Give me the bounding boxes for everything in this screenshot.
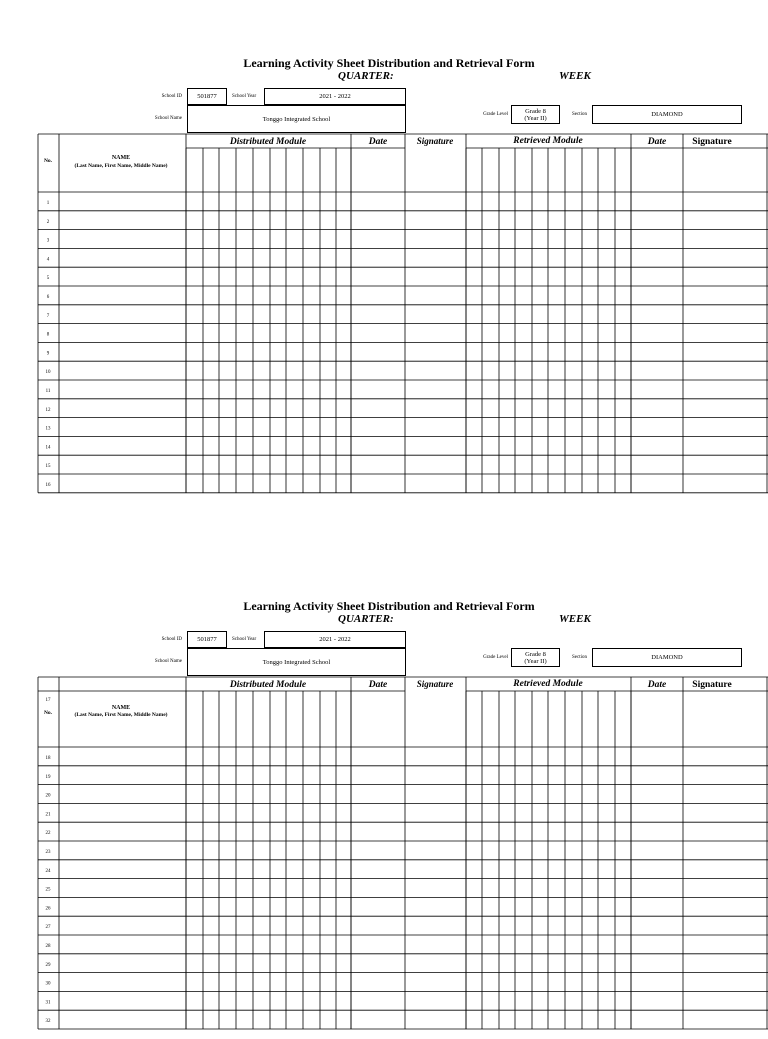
row-number: 20 xyxy=(45,793,51,799)
header-name-sub: (Last Name, First Name, Middle Name) xyxy=(74,163,168,169)
row-number: 9 xyxy=(46,351,50,357)
header-name: NAME xyxy=(111,155,131,161)
row-number: 4 xyxy=(46,257,50,263)
grade-level-value: Grade 8 xyxy=(525,107,546,115)
header-name: NAME xyxy=(111,705,131,711)
header-no: No. xyxy=(43,158,53,164)
row-number: 5 xyxy=(46,276,50,282)
row-number: 24 xyxy=(45,868,51,874)
week-label: WEEK xyxy=(559,70,591,82)
header-date-retrieved: Date xyxy=(647,137,667,147)
row-number: 18 xyxy=(45,756,51,761)
school-name-field[interactable]: Tonggo Integrated School xyxy=(187,648,406,676)
header-signature: Signature xyxy=(416,679,454,689)
school-year-field[interactable]: 2021 - 2022 xyxy=(264,631,406,648)
header-retrieved-module: Retrieved Module xyxy=(513,679,583,689)
row-number: 8 xyxy=(46,332,50,338)
form-title: Learning Activity Sheet Distribution and Retrieval Form xyxy=(243,56,535,70)
header-retrieved-module: Retrieved Module xyxy=(513,136,583,146)
table-lines xyxy=(38,134,768,493)
grade-level-field[interactable] xyxy=(511,648,560,667)
row-number: 30 xyxy=(45,981,51,987)
row-number: 21 xyxy=(45,812,51,818)
school-year-field[interactable]: 2021 - 2022 xyxy=(264,88,406,105)
form-page-2 xyxy=(0,599,768,1039)
school-id-label: School ID xyxy=(161,94,182,99)
row-number: 15 xyxy=(45,464,51,470)
row-number: 32 xyxy=(45,1019,51,1025)
header-signature: Signature xyxy=(416,136,454,146)
school-name-label: School Name xyxy=(154,659,182,664)
table-lines xyxy=(38,677,768,1029)
row-number: 2 xyxy=(46,219,50,225)
grade-level-sub: (Year II) xyxy=(524,657,547,665)
quarter-label: QUARTER: xyxy=(338,613,394,625)
distribution-table xyxy=(0,134,768,494)
school-year-label: School Year xyxy=(232,94,257,99)
distribution-table xyxy=(0,677,768,1037)
school-name-field[interactable]: Tonggo Integrated School xyxy=(187,105,406,133)
row-number: 19 xyxy=(45,774,51,780)
school-id-label: School ID xyxy=(161,637,182,642)
row-number: 16 xyxy=(45,483,51,488)
section-label: Section xyxy=(572,112,587,117)
row-number: 22 xyxy=(45,831,51,837)
row-number: 28 xyxy=(45,944,51,949)
grade-level-label: Grade Level xyxy=(483,655,508,660)
row-number: 26 xyxy=(45,906,51,912)
section-field[interactable]: DIAMOND xyxy=(592,648,742,667)
school-id-field[interactable]: 501877 xyxy=(187,88,227,105)
row-number: 14 xyxy=(45,445,51,451)
school-name-label: School Name xyxy=(154,116,182,121)
form-page-1 xyxy=(0,56,768,496)
section-field[interactable]: DIAMOND xyxy=(592,105,742,124)
row-number: 29 xyxy=(45,962,51,968)
row-number: 23 xyxy=(45,850,51,855)
row-number: 11 xyxy=(45,389,51,394)
row-number: 13 xyxy=(45,426,51,432)
section-label: Section xyxy=(572,655,587,660)
header-date: Date xyxy=(368,137,388,147)
row-numbers xyxy=(46,756,52,1024)
row-number: 25 xyxy=(45,887,51,893)
row-number-first: 17 xyxy=(45,698,51,703)
quarter-label: QUARTER: xyxy=(338,70,394,82)
grade-level-label: Grade Level xyxy=(483,112,508,117)
row-number: 31 xyxy=(45,1000,51,1006)
school-year-label: School Year xyxy=(232,637,257,642)
grade-level-value: Grade 8 xyxy=(525,650,546,658)
grade-level-sub: (Year II) xyxy=(524,114,547,122)
header-no: No. xyxy=(43,710,53,716)
row-number: 3 xyxy=(46,238,50,244)
school-id-field[interactable]: 501877 xyxy=(187,631,227,648)
row-number: 6 xyxy=(46,295,50,300)
row-number: 27 xyxy=(45,925,51,931)
header-name-sub: (Last Name, First Name, Middle Name) xyxy=(74,712,168,718)
header-date: Date xyxy=(368,680,388,690)
row-number: 10 xyxy=(45,370,51,376)
row-number: 1 xyxy=(46,201,50,206)
form-title: Learning Activity Sheet Distribution and Retrieval Form xyxy=(243,599,535,613)
header-distributed-module: Distributed Module xyxy=(229,680,307,690)
row-number: 12 xyxy=(45,407,51,413)
week-label: WEEK xyxy=(559,613,591,625)
row-numbers xyxy=(46,201,52,488)
header-date-retrieved: Date xyxy=(647,680,667,690)
grade-level-field[interactable] xyxy=(511,105,560,124)
row-number: 7 xyxy=(46,313,50,319)
header-signature-retrieved: Signature xyxy=(692,680,732,690)
header-signature-retrieved: Signature xyxy=(692,137,732,147)
header-distributed-module: Distributed Module xyxy=(229,137,307,147)
